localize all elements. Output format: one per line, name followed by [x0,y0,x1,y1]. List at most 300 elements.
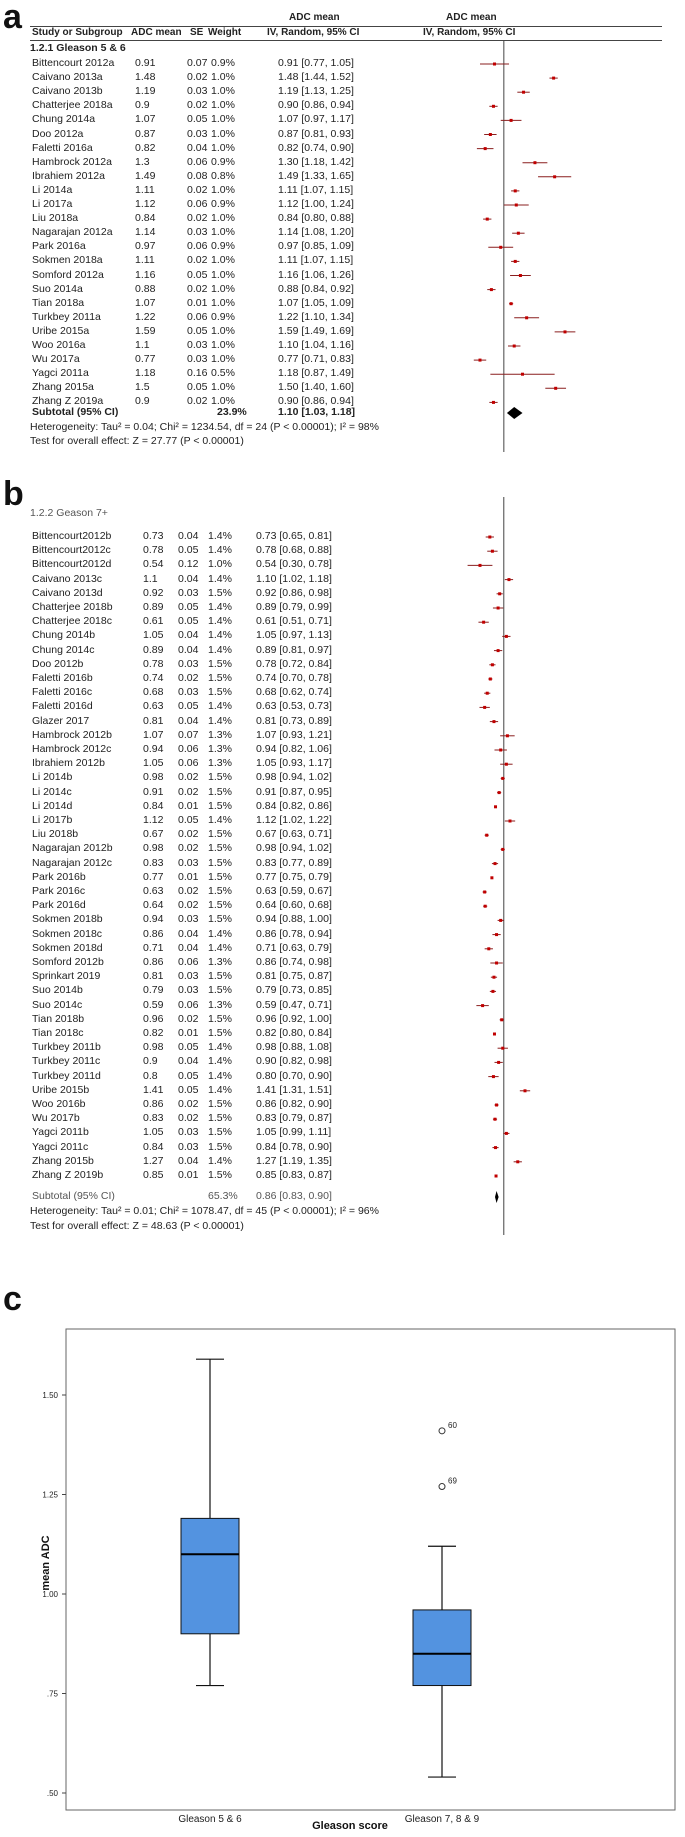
forest-b-point [495,1175,498,1178]
ci-text: 0.84 [0.80, 0.88] [278,212,354,225]
standard-error: 0.02 [178,1012,199,1025]
standard-error: 0.05 [178,1041,199,1054]
weight: 1.0% [211,113,235,126]
ci-text: 0.90 [0.82, 0.98] [256,1055,332,1068]
adc-mean: 0.79 [143,984,164,997]
weight: 1.0% [211,71,235,84]
adc-mean: 0.61 [143,615,164,628]
weight: 1.4% [208,572,232,585]
weight: 1.5% [208,586,232,599]
adc-mean: 0.78 [143,657,164,670]
forest-a-point [514,260,517,263]
adc-mean: 0.82 [143,1027,164,1039]
standard-error: 0.01 [178,1169,199,1181]
forest-a-point [489,133,492,136]
weight: 1.3% [208,728,232,741]
adc-mean: 0.84 [143,799,164,812]
adc-mean: 0.63 [143,700,164,713]
weight: 1.5% [208,1112,232,1125]
forest-b-point [492,976,495,979]
weight: 1.4% [208,530,232,542]
study-name: Bittencourt2012b [32,530,112,542]
forest-b-point [499,749,502,752]
adc-mean: 0.78 [143,544,164,557]
forest-b-point [497,607,500,610]
ci-text: 0.91 [0.77, 1.05] [278,57,354,69]
forest-b-subgroup-title: 1.2.2 Geason 7+ [30,507,108,519]
ci-text: 0.83 [0.77, 0.89] [256,856,332,869]
adc-mean: 0.82 [135,141,156,154]
adc-mean: 1.16 [135,268,156,281]
forest-b-point [509,820,512,823]
study-name: Tian 2018a [32,296,85,309]
adc-mean: 0.8 [143,1069,158,1082]
boxplot-xlabel: Gleason score [312,1820,388,1832]
study-name: Li 2014d [32,799,73,812]
standard-error: 0.03 [187,339,208,351]
study-name: Uribe 2015b [32,1083,90,1096]
adc-mean: 0.74 [143,672,164,684]
forest-b-point [494,805,497,808]
ci-text: 1.07 [0.93, 1.21] [256,728,332,741]
forest-a-point [492,105,495,108]
study-name: Suo 2014a [32,282,83,295]
weight: 1.0% [211,395,235,408]
forest-a-overall: Test for overall effect: Z = 27.77 (P < 0.00001) [30,435,244,447]
standard-error: 0.02 [178,1112,199,1125]
adc-mean: 0.98 [143,771,164,784]
study-name: Hambrock 2012b [32,728,112,741]
forest-a-point [517,232,520,235]
forest-b-point [486,692,489,695]
adc-mean: 0.81 [143,714,164,727]
weight: 1.0% [211,282,235,295]
ci-text: 0.84 [0.78, 0.90] [256,1140,332,1153]
study-name: Sokmen 2018d [32,941,103,954]
weight: 1.0% [211,212,235,225]
ci-text: 1.07 [1.05, 1.09] [278,296,354,309]
forest-b-point [481,1004,484,1007]
forest-b-point [498,592,501,595]
study-name: Hambrock 2012a [32,155,112,168]
adc-mean: 0.83 [143,856,164,869]
adc-mean: 0.73 [143,530,164,542]
forest-a-point [510,119,513,122]
weight: 1.4% [208,1083,232,1096]
ci-text: 1.05 [0.93, 1.17] [256,757,332,770]
header-weight: Weight [208,27,242,38]
study-name: Yagci 2011b [32,1126,89,1139]
ci-text: 1.50 [1.40, 1.60] [278,381,354,394]
ci-text: 0.89 [0.81, 0.97] [256,643,332,656]
weight: 0.9% [211,155,235,168]
standard-error: 0.04 [178,629,199,642]
forest-b-point [500,1018,503,1021]
study-name: Sokmen 2018b [32,913,103,926]
adc-mean: 0.54 [143,558,164,571]
forest-b-point [489,678,492,681]
ci-text: 0.86 [0.74, 0.98] [256,956,332,968]
study-name: Li 2017b [32,814,73,826]
standard-error: 0.02 [178,672,199,684]
study-name: Doo 2012b [32,657,84,670]
ci-text: 1.18 [0.87, 1.49] [278,367,354,380]
ci-text: 0.89 [0.79, 0.99] [256,601,332,613]
study-name: Chung 2014c [32,643,95,656]
weight: 1.5% [208,1012,232,1025]
ci-text: 1.49 [1.33, 1.65] [278,169,354,182]
ci-text: 0.59 [0.47, 0.71] [256,998,332,1011]
study-name: Suo 2014b [32,984,83,997]
weight: 1.5% [208,1169,232,1181]
header-se: SE [190,27,204,38]
forest-b-overall: Test for overall effect: Z = 48.63 (P < 0.00001) [30,1220,244,1232]
standard-error: 0.04 [178,1055,199,1068]
ci-text: 0.82 [0.80, 0.84] [256,1027,332,1039]
forest-a-point [522,91,525,94]
forest-b-point [507,578,510,581]
forest-b-point [482,621,485,624]
weight: 0.8% [211,169,235,182]
weight: 1.0% [211,226,235,239]
standard-error: 0.05 [178,1069,199,1082]
adc-mean: 0.98 [143,842,164,855]
study-name: Caivano 2013b [32,85,103,98]
study-name: Turkbey 2011b [32,1041,101,1054]
header-ci-top: ADC mean [289,12,340,23]
subtotal-a-ci: 1.10 [1.03, 1.18] [278,406,356,418]
ci-text: 0.67 [0.63, 0.71] [256,828,332,841]
ci-text: 1.14 [1.08, 1.20] [278,226,354,239]
forest-a-point [519,274,522,277]
forest-b-point [488,536,491,539]
standard-error: 0.03 [187,127,208,140]
forest-a-point [552,77,555,80]
forest-b-point [505,763,508,766]
standard-error: 0.03 [187,226,208,239]
study-name: Doo 2012a [32,127,84,140]
standard-error: 0.02 [178,785,199,798]
standard-error: 0.02 [178,771,199,784]
study-name: Caivano 2013c [32,572,103,585]
adc-mean: 1.5 [135,381,150,394]
ci-text: 1.22 [1.10, 1.34] [278,310,354,323]
study-name: Chatterjee 2018b [32,601,113,613]
standard-error: 0.04 [178,1154,199,1167]
standard-error: 0.04 [178,530,199,542]
weight: 1.0% [211,99,235,112]
weight: 1.4% [208,544,232,557]
adc-mean: 1.18 [135,367,156,380]
standard-error: 0.02 [187,71,208,84]
forest-b-point [501,1047,504,1050]
weight: 0.5% [211,367,235,380]
weight: 1.0% [211,353,235,366]
ci-text: 0.73 [0.65, 0.81] [256,530,332,542]
study-name: Turkbey 2011c [32,1055,101,1068]
standard-error: 0.04 [178,714,199,727]
weight: 1.4% [208,1154,232,1167]
weight: 1.3% [208,956,232,968]
forest-b-point [487,947,490,950]
forest-a-point [553,175,556,178]
ci-text: 1.12 [1.00, 1.24] [278,198,354,210]
study-name: Faletti 2016b [32,672,93,684]
standard-error: 0.05 [187,268,208,281]
adc-mean: 0.9 [135,395,150,408]
study-name: Somford 2012b [32,956,104,968]
standard-error: 0.01 [178,870,199,883]
subtotal-b-label: Subtotal (95% CI) [32,1190,115,1202]
adc-mean: 1.59 [135,324,156,337]
standard-error: 0.04 [178,927,199,940]
study-name: Liu 2018b [32,828,79,841]
forest-b-point [491,990,494,993]
study-name: Faletti 2016c [32,686,93,699]
study-name: Chung 2014b [32,629,96,642]
weight: 1.3% [208,757,232,770]
forest-a-point [492,401,495,404]
ci-text: 0.94 [0.82, 1.06] [256,743,332,755]
weight: 1.0% [211,296,235,309]
study-name: Zhang 2015a [32,381,94,394]
study-name: Suo 2014c [32,998,83,1011]
study-name: Park 2016b [32,870,86,883]
adc-mean: 1.11 [135,183,155,196]
standard-error: 0.01 [178,1027,199,1039]
forest-b-point [516,1160,519,1163]
adc-mean: 0.77 [135,353,156,366]
study-name: Yagci 2011a [32,367,89,380]
ci-text: 0.64 [0.60, 0.68] [256,899,332,912]
forest-b-point [499,919,502,922]
ci-text: 0.96 [0.92, 1.00] [256,1012,332,1025]
adc-mean: 1.07 [135,296,156,309]
ci-text: 0.92 [0.86, 0.98] [256,586,332,599]
weight: 1.0% [211,254,235,267]
weight: 1.5% [208,885,232,897]
standard-error: 0.03 [178,586,199,599]
study-name: Li 2017a [32,198,73,210]
standard-error: 0.02 [178,885,199,897]
study-name: Woo 2016a [32,339,86,351]
forest-a-point [515,204,518,207]
weight: 1.5% [208,1098,232,1110]
study-name: Wu 2017b [32,1112,80,1125]
study-name: Chatterjee 2018a [32,99,113,112]
standard-error: 0.02 [178,842,199,855]
adc-mean: 0.94 [143,743,164,755]
adc-mean: 0.89 [143,601,164,613]
standard-error: 0.06 [187,155,208,168]
ci-text: 0.82 [0.74, 0.90] [278,141,354,154]
weight: 1.0% [211,381,235,394]
forest-a-point [521,373,524,376]
ci-text: 0.97 [0.85, 1.09] [278,240,354,253]
ci-text: 0.81 [0.73, 0.89] [256,714,332,727]
standard-error: 0.02 [178,828,199,841]
standard-error: 0.02 [187,395,208,408]
standard-error: 0.07 [178,728,199,741]
weight: 0.9% [211,198,235,210]
forest-a-point [486,218,489,221]
standard-error: 0.03 [187,85,208,98]
ci-text: 0.88 [0.84, 0.92] [278,282,354,295]
weight: 1.0% [211,141,235,154]
weight: 1.0% [211,127,235,140]
forest-a-point [513,345,516,348]
ci-text: 0.77 [0.71, 0.83] [278,353,354,366]
forest-b-point [498,791,501,794]
forest-a-point [484,147,487,150]
forest-b-point [524,1089,527,1092]
ci-text: 1.07 [0.97, 1.17] [278,113,354,126]
ci-text: 0.71 [0.63, 0.79] [256,941,332,954]
ci-text: 0.74 [0.70, 0.78] [256,672,332,684]
forest-b-point [505,1132,508,1135]
forest-a-point [514,189,517,192]
adc-mean: 0.86 [143,927,164,940]
ci-text: 0.61 [0.51, 0.71] [256,615,332,628]
ci-text: 1.05 [0.99, 1.11] [256,1126,332,1139]
ci-text: 0.86 [0.82, 0.90] [256,1098,332,1110]
standard-error: 0.03 [187,353,208,366]
standard-error: 0.06 [178,743,199,755]
standard-error: 0.07 [187,57,208,69]
adc-mean: 0.98 [143,1041,164,1054]
boxplot-frame [66,1329,675,1810]
ci-text: 1.16 [1.06, 1.26] [278,268,354,281]
weight: 0.9% [211,240,235,253]
standard-error: 0.05 [187,113,208,126]
standard-error: 0.04 [178,643,199,656]
weight: 0.9% [211,57,235,69]
weight: 1.0% [211,339,235,351]
standard-error: 0.12 [178,558,199,571]
weight: 1.5% [208,672,232,684]
forest-b-subtotal-diamond [495,1191,499,1203]
panel-label-c: c [3,1280,22,1318]
weight: 0.9% [211,310,235,323]
y-tick-label: .75 [46,1689,58,1699]
study-name: Woo 2016b [32,1098,86,1110]
weight: 1.4% [208,1069,232,1082]
ci-text: 0.63 [0.53, 0.73] [256,700,332,713]
study-name: Tian 2018b [32,1012,85,1025]
study-name: Turkbey 2011d [32,1069,101,1082]
standard-error: 0.05 [187,381,208,394]
standard-error: 0.06 [187,198,208,210]
ci-text: 0.83 [0.79, 0.87] [256,1112,332,1125]
header-plot-top: ADC mean [446,12,497,23]
adc-mean: 1.05 [143,757,164,770]
standard-error: 0.03 [178,913,199,926]
x-category-label: Gleason 5 & 6 [178,1814,242,1825]
forest-a-point [564,330,567,333]
panel-label-b: b [3,475,24,513]
outlier-label: 69 [448,1476,457,1486]
ci-text: 1.11 [1.07, 1.15] [278,183,354,196]
adc-mean: 1.22 [135,310,156,323]
outlier-point [439,1484,445,1490]
ci-text: 0.63 [0.59, 0.67] [256,885,332,897]
standard-error: 0.05 [178,1083,199,1096]
forest-b-point [497,1061,500,1064]
forest-b-point [491,663,494,666]
weight: 1.4% [208,615,232,628]
study-name: Yagci 2011c [32,1140,89,1153]
standard-error: 0.05 [178,615,199,628]
forest-b-point [494,1118,497,1121]
standard-error: 0.02 [187,212,208,225]
study-name: Liu 2018a [32,212,79,225]
adc-mean: 1.07 [143,728,164,741]
ci-text: 0.98 [0.94, 1.02] [256,842,332,855]
forest-b-point [494,862,497,865]
standard-error: 0.16 [187,367,208,380]
ci-text: 0.54 [0.30, 0.78] [256,558,332,571]
standard-error: 0.05 [178,700,199,713]
header-study: Study or Subgroup [32,27,123,38]
study-name: Zhang 2015b [32,1154,94,1167]
study-name: Li 2014c [32,785,72,798]
forest-a-subgroup-title: 1.2.1 Gleason 5 & 6 [30,42,126,54]
adc-mean: 0.81 [143,970,164,983]
subtotal-b-ci: 0.86 [0.83, 0.90] [256,1190,332,1202]
adc-mean: 0.88 [135,282,156,295]
weight: 1.0% [208,558,232,571]
study-name: Chung 2014a [32,113,96,126]
ci-text: 0.90 [0.86, 0.94] [278,99,354,112]
study-name: Park 2016a [32,240,86,253]
ci-text: 1.59 [1.49, 1.69] [278,324,354,337]
boxplot-ylabel: mean ADC [40,1535,52,1591]
forest-b-point [492,720,495,723]
study-name: Somford 2012a [32,268,104,281]
standard-error: 0.03 [178,657,199,670]
ci-text: 1.11 [1.07, 1.15] [278,254,354,267]
adc-mean: 1.11 [135,254,155,267]
ci-text: 1.48 [1.44, 1.52] [278,71,354,84]
forest-b-point [490,876,493,879]
study-name: Tian 2018c [32,1027,84,1039]
subtotal-a-label: Subtotal (95% CI) [32,406,119,418]
adc-mean: 0.97 [135,240,156,253]
standard-error: 0.03 [178,970,199,983]
forest-b-heterogeneity: Heterogeneity: Tau² = 0.01; Chi² = 1078.47, df = 45 (P < 0.00001); I² = 96% [30,1205,379,1217]
weight: 1.4% [208,1055,232,1068]
standard-error: 0.06 [187,240,208,253]
study-name: Uribe 2015a [32,324,90,337]
study-name: Nagarajan 2012c [32,856,112,869]
adc-mean: 0.63 [143,885,164,897]
standard-error: 0.06 [178,956,199,968]
study-name: Caivano 2013a [32,71,103,84]
adc-mean: 0.71 [143,941,164,954]
ci-text: 0.94 [0.88, 1.00] [256,913,332,926]
study-name: Sprinkart 2019 [32,970,101,983]
weight: 1.4% [208,814,232,826]
forest-b-point [506,734,509,737]
adc-mean: 1.05 [143,629,164,642]
forest-b-point [505,635,508,638]
ci-text: 0.87 [0.81, 0.93] [278,127,354,140]
weight: 1.5% [208,842,232,855]
study-name: Faletti 2016d [32,700,93,713]
adc-mean: 1.3 [135,155,150,168]
standard-error: 0.06 [178,998,199,1011]
ci-text: 0.86 [0.78, 0.94] [256,927,332,940]
